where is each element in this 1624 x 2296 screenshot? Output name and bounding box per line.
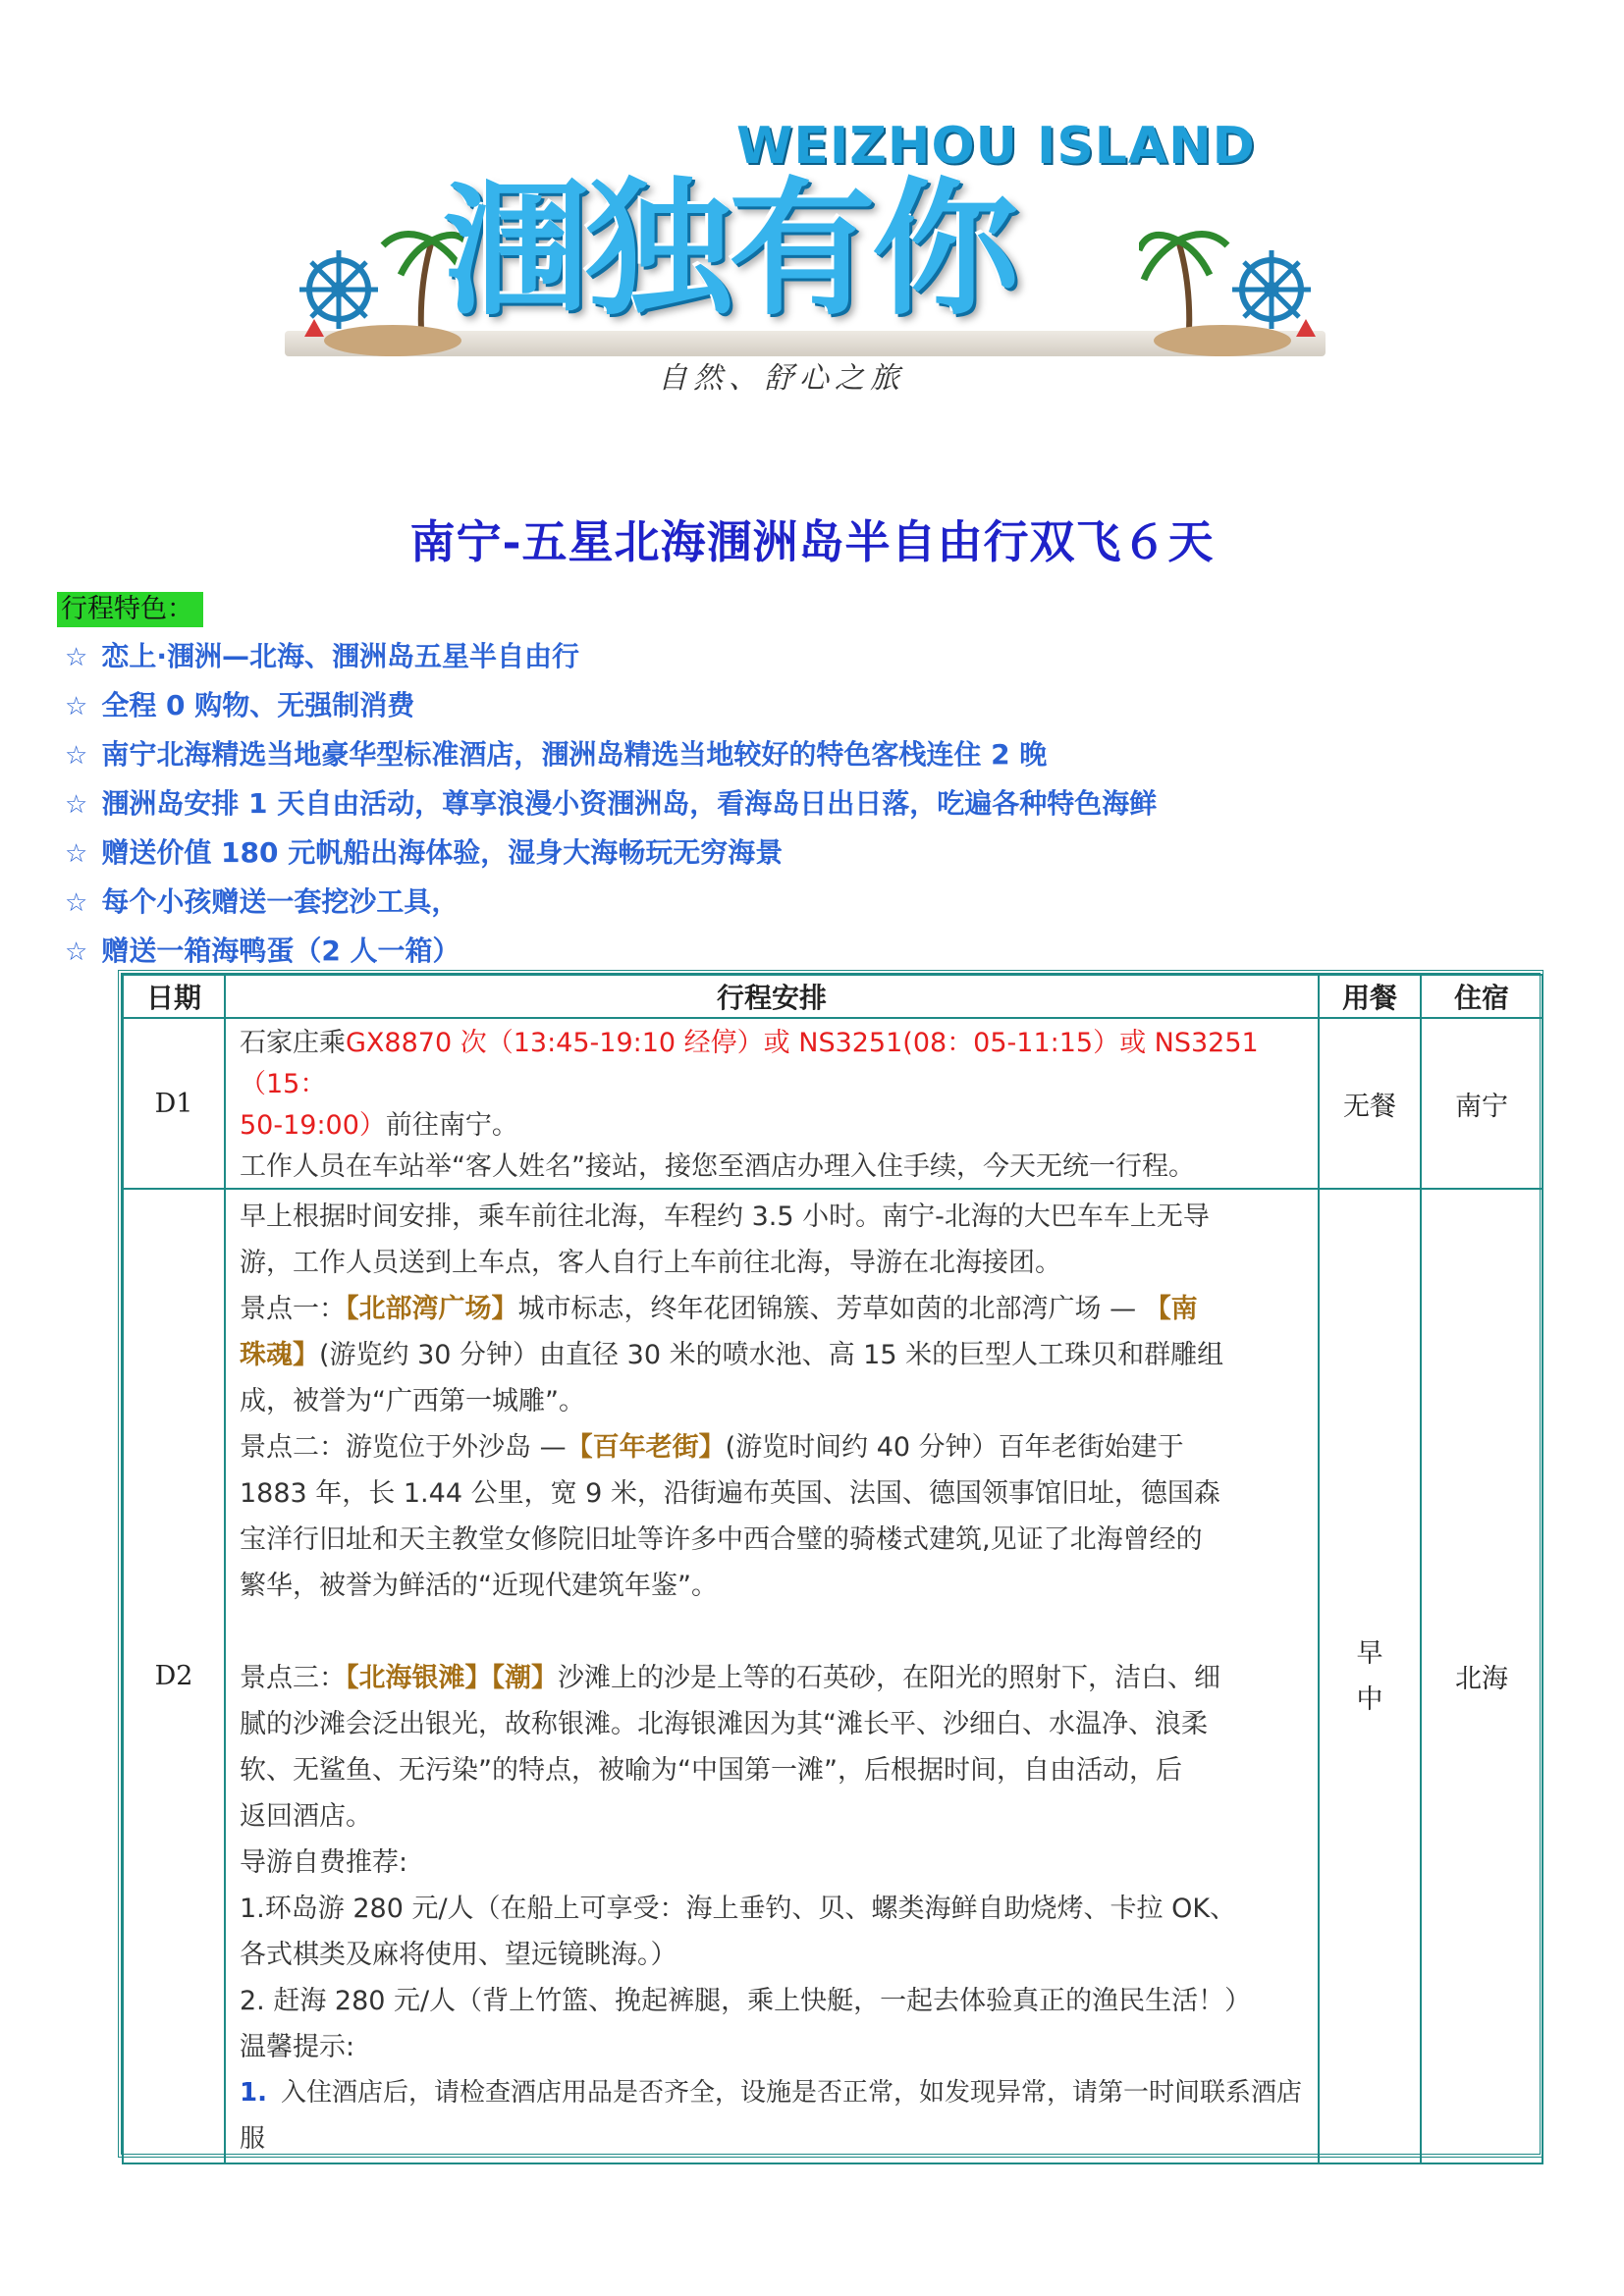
table-row-d1: [123, 1018, 1543, 1189]
banner-brand-title: 涠独有你: [442, 165, 1016, 336]
header-meals: 用餐: [1319, 975, 1421, 1018]
helm-palm-decoration-right-icon: [1139, 221, 1326, 358]
table-row-d2: [123, 1189, 1543, 2163]
star-icon: ☆: [65, 888, 88, 918]
feature-item: ☆ 赠送一箱海鸭蛋（2 人一箱）: [65, 934, 460, 967]
star-icon: ☆: [65, 692, 88, 721]
feature-item: ☆ 涠洲岛安排 1 天自由活动，尊享浪漫小资涠洲岛，看海岛日出日落，吃遍各种特色海鲜: [65, 787, 1158, 820]
itinerary-table: [118, 970, 1543, 2158]
recommend-title: 导游自费推荐:: [240, 1847, 408, 1878]
tips-title: 温馨提示:: [240, 2032, 355, 2062]
train-info: GX8870 次（13:45-19:10 经停）或 NS3251(08：05-11:15）或 NS3251（15：: [240, 1028, 1259, 1099]
day-cell: D2: [123, 1189, 225, 2163]
feature-item: ☆ 全程 0 购物、无强制消费: [65, 689, 415, 721]
feature-item: ☆ 恋上·涠洲—北海、涠洲岛五星半自由行: [65, 640, 579, 672]
train-info: 50-19:00）: [240, 1110, 386, 1141]
attraction-name: 【南: [1144, 1294, 1198, 1324]
star-icon: ☆: [65, 790, 88, 820]
features-label: 行程特色：: [57, 592, 203, 627]
table-header-row: [123, 975, 1543, 1018]
page-title: 南宁-五星北海涠洲岛半自由行双飞６天: [409, 515, 1215, 568]
attraction-name: 【北部湾广场】: [346, 1294, 518, 1324]
features-list: [65, 636, 1157, 980]
attraction-name: 【北海银滩】: [346, 1663, 492, 1693]
day-cell: D1: [123, 1018, 225, 1189]
star-icon: ☆: [65, 741, 88, 771]
meal-cell: 无餐: [1319, 1018, 1421, 1189]
star-icon: ☆: [65, 643, 88, 672]
banner: [285, 103, 1326, 398]
attraction-name: 珠魂】: [240, 1340, 319, 1370]
feature-item: ☆ 赠送价值 180 元帆船出海体验，湿身大海畅玩无穷海景: [65, 836, 784, 869]
header-schedule: 行程安排: [225, 975, 1319, 1018]
header-stay: 住宿: [1421, 975, 1543, 1018]
star-icon: ☆: [65, 937, 88, 967]
star-icon: ☆: [65, 839, 88, 869]
meal-cell: 早 中: [1319, 1189, 1421, 2163]
banner-island-name: WEIZHOU ISLAND: [736, 117, 1256, 176]
banner-slogan: 自然、舒心之旅: [658, 361, 905, 396]
tip-item: 1. 入住酒店后，请检查酒店用品是否齐全，设施是否正常，如发现异常，请第一时间联系酒店服: [240, 2078, 1302, 2154]
feature-item: ☆ 南宁北海精选当地豪华型标准酒店，涠洲岛精选当地较好的特色客栈连住 2 晚: [65, 738, 1048, 771]
attraction-name: 【潮】: [491, 1663, 558, 1693]
schedule-cell: 早上根据时间安排，乘车前往北海，车程约 3.5 小时。南宁-北海的大巴车车上无导 游，工作人员送到上车点，客人自行上车前往北海，导游在北海接团。 景点一：【北部湾广场】城市标志，终年花团锦簇、芳草如茵的北部湾广场 — 【南 珠魂】(游览约 30 分钟）由直径 30 米的喷水池、高 15 米的巨型人工珠贝和群雕组 成，被誉为“广西第一城雕”。 景点二：游览位于外沙岛 —【百年老街】(游览时间约 40 分钟）百年老街始建于 1883 年，长 1.44 公里，宽 9 米，沿街遍布英国、法国、德国领事馆旧址，德国森 宝洋行旧址和天主教堂女修院旧址等许多中西合璧的骑楼式建筑,见证了北海曾经的 繁华，被誉为鲜活的“近现代建筑年鉴”。 景点三：【北海银滩】【潮】沙滩上的沙是上等的石英砂，在阳光的照射下，洁白、细 腻的沙滩会泛出银光，故称银滩。北海银滩因为其“滩长平、沙细白、水温净、浪柔 软、无鲨鱼、无污染”的特点，被喻为“中国第一滩”，后根据时间，自由活动，后 返回酒店。 导游自费推荐: 1.环岛游 280 元/人（在船上可享受：海上垂钓、贝、螺类海鲜自助烧烤、卡拉 OK、 各式棋类及麻将使用、望远镜眺海。） 2. 赶海 280 元/人（背上竹篮、挽起裤腿，乘上快艇，一起去体验真正的渔民生活！） 温馨提示: 1. 入住酒店后，请检查酒店用品是否齐全，设施是否正常，如发现异常，请第一时间联系酒店服: [225, 1189, 1319, 2163]
spacer: [240, 1609, 1304, 1655]
feature-item: ☆ 每个小孩赠送一套挖沙工具，: [65, 885, 460, 918]
stay-cell: 北海: [1421, 1189, 1543, 2163]
schedule-cell: 石家庄乘GX8870 次（13:45-19:10 经停）或 NS3251(08：05-11:15）或 NS3251（15： 50-19:00）前往南宁。 工作人员在车站举“客人姓名”接站，接您至酒店办理入住手续，今天无统一行程。: [225, 1018, 1319, 1189]
stay-cell: 南宁: [1421, 1018, 1543, 1189]
attraction-name: 【百年老街】: [566, 1432, 726, 1463]
header-date: 日期: [123, 975, 225, 1018]
